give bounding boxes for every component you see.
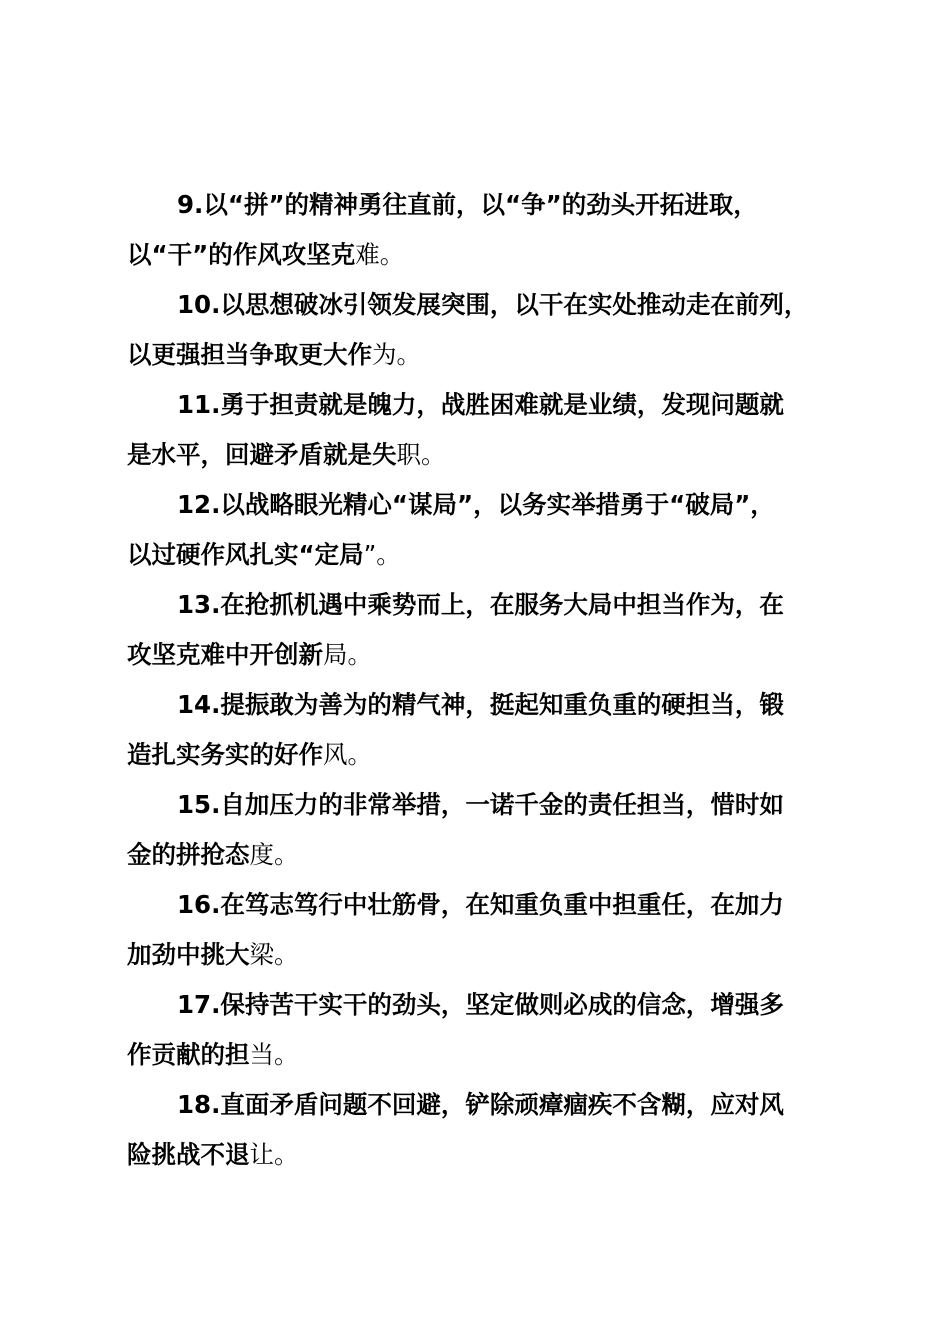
paragraph-14 [127, 680, 833, 780]
document-body [127, 180, 833, 1180]
paragraph-line: 18.直面矛盾问题不回避，铲除顽瘴痼疾不含糊，应对风 [177, 1090, 784, 1119]
paragraph-text-bold: 造扎实务实的好作 [127, 740, 323, 769]
paragraph-text-normal: 梁。 [249, 940, 299, 969]
paragraph-text-normal: 难。 [355, 240, 405, 269]
paragraph-line [127, 1130, 833, 1180]
paragraph-17 [127, 980, 833, 1080]
paragraph-text-bold: 以过硬作风扎实“定局 [127, 540, 364, 569]
paragraph-line: 13.在抢抓机遇中乘势而上，在服务大局中担当作为，在 [177, 590, 784, 619]
paragraph-line [127, 430, 833, 480]
paragraph-text-normal: 当。 [249, 1040, 299, 1069]
paragraph-18 [127, 1080, 833, 1180]
paragraph-text-bold: 金的拼抢态 [127, 840, 250, 869]
paragraph-line [127, 630, 833, 680]
paragraph-text-normal: 局。 [323, 640, 372, 669]
paragraph-11 [127, 380, 833, 480]
paragraph-line [127, 330, 833, 380]
paragraph-10 [127, 280, 833, 380]
paragraph-line: 15.自加压力的非常举措，一诺千金的责任担当，惜时如 [177, 790, 784, 819]
paragraph-15 [127, 780, 833, 880]
paragraph-9 [127, 180, 833, 280]
paragraph-text-bold: 加劲中挑大 [127, 940, 250, 969]
paragraph-line: 11.勇于担责就是魄力，战胜困难就是业绩，发现问题就 [177, 390, 784, 419]
paragraph-12 [127, 480, 833, 580]
paragraph-line: 16.在笃志笃行中壮筋骨，在知重负重中担重任，在加力 [177, 890, 784, 919]
paragraph-line: 9.以“拼”的精神勇往直前，以“争”的劲头开拓进取， [177, 190, 758, 219]
paragraph-line: 10.以思想破冰引领发展突围，以干在实处推动走在前列， [177, 290, 809, 319]
paragraph-text-normal: 为。 [372, 340, 421, 369]
paragraph-line [127, 530, 833, 580]
paragraph-line: 12.以战略眼光精心“谋局”，以务实举措勇于“破局”， [177, 490, 775, 519]
paragraph-text-bold: 险挑战不退 [127, 1140, 250, 1169]
paragraph-16 [127, 880, 833, 980]
paragraph-text-bold: 以“干”的作风攻坚克 [127, 240, 356, 269]
paragraph-text-bold: 是水平，回避矛盾就是失 [127, 440, 397, 469]
paragraph-text-bold: 作贡献的担 [127, 1040, 250, 1069]
paragraph-line: 14.提振敢为善为的精气神，挺起知重负重的硬担当，锻 [177, 690, 784, 719]
paragraph-text-normal: ”。 [363, 540, 401, 569]
paragraph-13 [127, 580, 833, 680]
paragraph-line [127, 730, 833, 780]
paragraph-line [127, 1030, 833, 1080]
paragraph-line [127, 230, 833, 280]
paragraph-line [127, 830, 833, 880]
paragraph-text-normal: 度。 [249, 840, 299, 869]
paragraph-text-normal: 让。 [249, 1140, 299, 1169]
paragraph-text-normal: 职。 [396, 440, 446, 469]
paragraph-text-normal: 风。 [323, 740, 372, 769]
paragraph-text-bold: 攻坚克难中开创新 [127, 640, 323, 669]
paragraph-line: 17.保持苦干实干的劲头，坚定做则必成的信念，增强多 [177, 990, 784, 1019]
paragraph-line [127, 930, 833, 980]
paragraph-text-bold: 以更强担当争取更大作 [127, 340, 372, 369]
